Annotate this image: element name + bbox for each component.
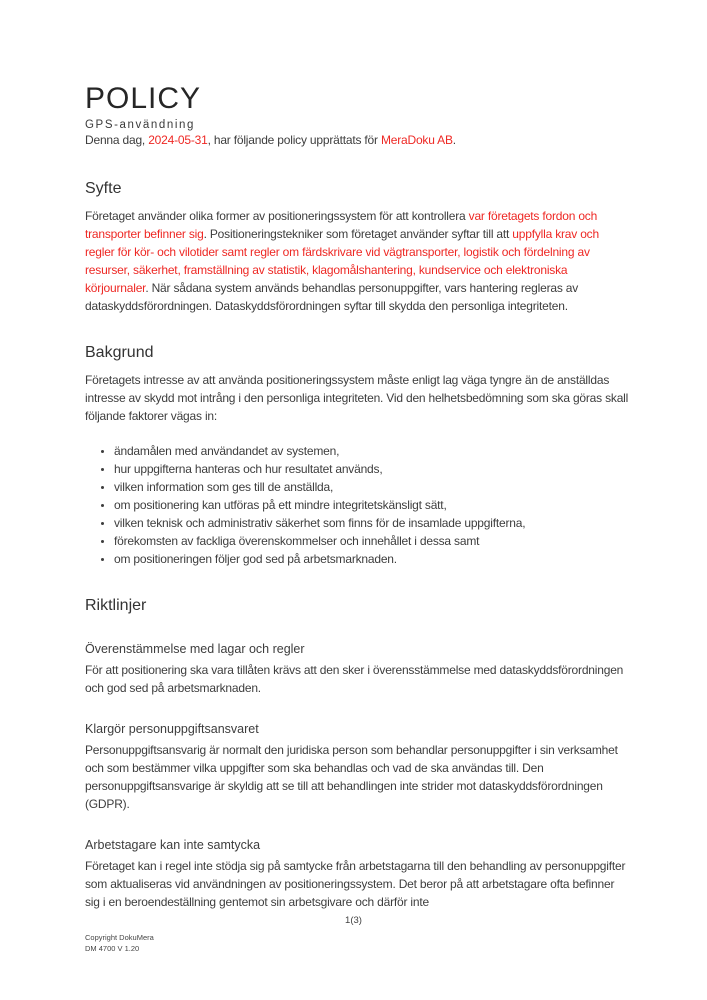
subsection-paragraph-lagar-och-regler: För att positionering ska vara tillåten krävs att den sker i överensstämmelse med dataskyddsförordningen och god sed på arbetsmarknaden. [85,663,624,695]
bakgrund-bullet-list [85,442,630,568]
body-text-run: . När sådana system används behandlas personuppgifter, vars hantering regleras av dataskyddsförordningen. Dataskyddsförordningen syftar till skydda den personliga integriteten. [85,281,579,313]
subsection-paragraph-personuppgiftsansvaret: Personuppgiftsansvarig är normalt den juridiska person som behandlar personuppgifter i sin verksamhet och som bestämmer vilka uppgifter som ska behandlas och vad de ska användas till. Den personuppgiftsansvarige är skyldig att se till att behandlingen inte strider mot dataskyddsförordningen (GDPR). [85,743,618,811]
intro-paragraph [85,131,630,149]
section-heading-riktlinjer: Riktlinjer [85,597,147,614]
body-text-run: . Positioneringstekniker som företaget använder syftar till att [203,227,513,241]
bullet-item: • vilken teknisk och administrativ säkerhet som finns för de insamlade uppgifterna, [114,514,630,532]
bullet-item: • ändamålen med användandet av systemen, [114,442,630,460]
bullet-item: • om positioneringen följer god sed på arbetsmarknaden. [114,550,630,568]
bullet-item: • vilken information som ges till de anställda, [114,478,630,496]
subsection-heading-samtycke: Arbetstagare kan inte samtycka [85,838,261,852]
bullet-item: • förekomsten av fackliga överenskommelser och innehållet i dessa samt [114,532,630,550]
body-text-run: Företaget använder olika former av positioneringssystem för att kontrollera [85,209,469,223]
subsection-paragraph-samtycke: Företaget kan i regel inte stödja sig på samtycke från arbetstagarna till den behandling av personuppgifter som aktualiseras vid användningen av positioneringssystem. Det beror på att arbetstagare ofta befinner sig i en beroendeställning gentemot sin arbetsgivare och därför inte [85,859,626,909]
footer-copyright: Copyright DokuMera [85,933,154,942]
section-heading-syfte: Syfte [85,180,122,197]
page-subtitle: GPS-användning [85,119,195,131]
body-text-run: , har följande policy upprättats för [207,133,381,147]
body-text-run: . [452,133,456,147]
subsection-heading-lagar-och-regler: Överenstämmelse med lagar och regler [85,642,305,656]
subsection-heading-personuppgiftsansvaret: Klargör personuppgiftsansvaret [85,722,259,736]
highlighted-text: var företagets fordon och transporter befinner sig [85,209,598,241]
page-number: 1(3) [345,915,362,926]
highlighted-text: MeraDoku AB [380,133,453,147]
highlighted-text: uppfylla krav och regler för kör- och vilotider samt regler om färdskrivare vid vägtransporter, logistik och fördelning av resurser, säkerhet, framställning av statistik, klagomålshantering, kundservice och elektroniska körjournaler [85,227,599,295]
bullet-item: • hur uppgifterna hanteras och hur resultatet används, [114,460,630,478]
body-text-run: Denna dag, [85,133,149,147]
footer-copyright-block [85,933,154,954]
bullet-item: • om positionering kan utföras på ett mindre integritetskänsligt sätt, [114,496,630,514]
document-content [85,0,630,911]
page-title: POLICY [85,82,202,115]
section-heading-bakgrund: Bakgrund [85,344,154,361]
bakgrund-paragraph: Företagets intresse av att använda positioneringssystem måste enligt lag väga tyngre än de anställdas intresse av skydd mot intrång i den personliga integriteten. Vid den helhetsbedömning som ska göras skall följande faktorer vägas in: [85,373,629,423]
syfte-paragraph [85,207,630,315]
highlighted-text: 2024-05-31 [148,133,208,147]
footer-version: DM 4700 V 1.20 [85,943,140,953]
